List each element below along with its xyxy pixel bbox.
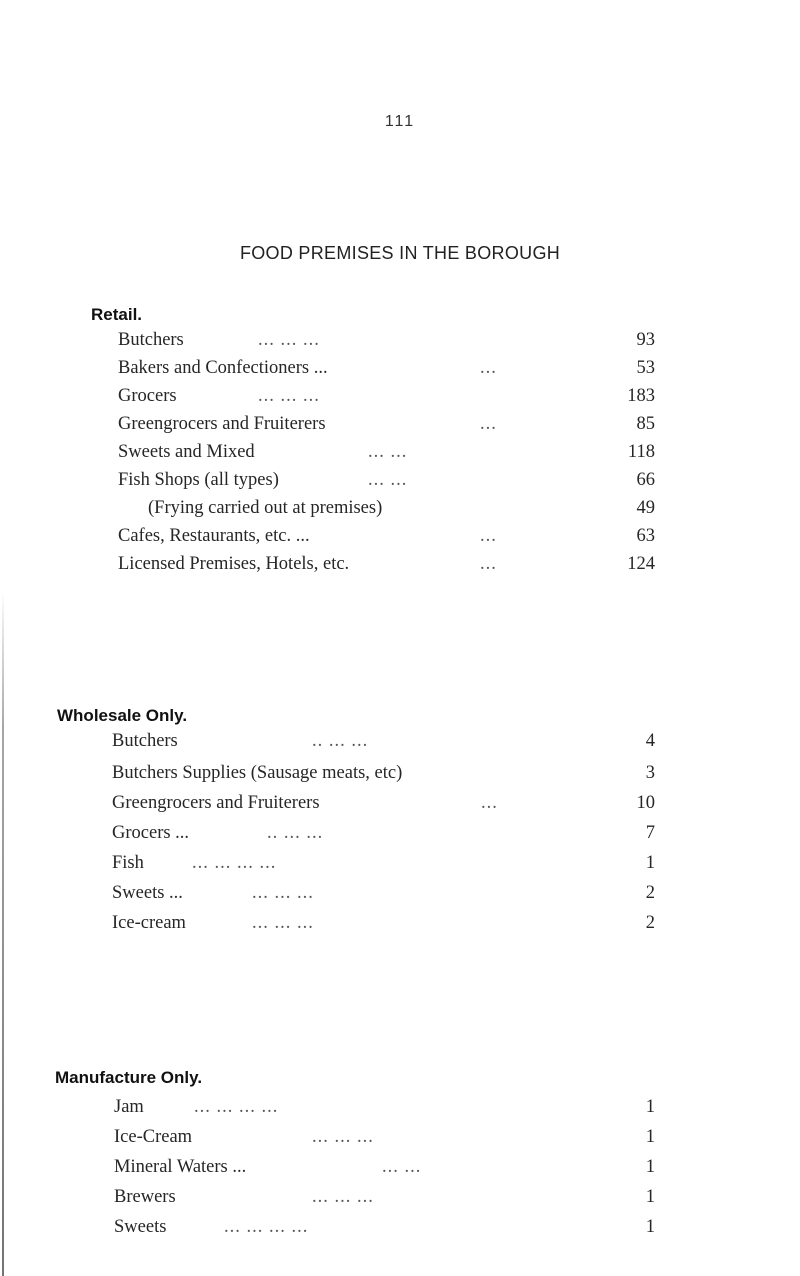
- row-value: 118: [627, 442, 655, 462]
- leader-dots: ... ... ...: [252, 883, 314, 903]
- row-value: 63: [636, 526, 655, 546]
- leader-dots: ... ... ...: [258, 386, 320, 406]
- leader-dots: .. ... ...: [312, 731, 369, 751]
- leader-dots: ...: [480, 526, 497, 546]
- row-label: Sweets ...: [112, 883, 183, 903]
- row-value: 1: [645, 1157, 655, 1177]
- row-value: 7: [645, 823, 655, 843]
- leader-dots: ...: [481, 793, 498, 813]
- leader-dots: .. ... ...: [267, 823, 324, 843]
- row-value: 1: [645, 1097, 655, 1117]
- row-value: 1: [645, 1187, 655, 1207]
- row-value: 2: [645, 883, 655, 903]
- leader-dots: ... ... ...: [312, 1127, 374, 1147]
- leader-dots: ...: [480, 414, 497, 434]
- leader-dots: ... ... ...: [312, 1187, 374, 1207]
- row-label: Mineral Waters ...: [114, 1157, 247, 1177]
- wholesale-heading: Wholesale Only.: [57, 706, 188, 725]
- row-value: 1: [645, 853, 655, 873]
- row-label: Butchers Supplies (Sausage meats, etc): [112, 763, 403, 783]
- row-label: Greengrocers and Fruiterers: [118, 414, 326, 434]
- leader-dots: ... ... ... ...: [192, 853, 277, 873]
- row-label: Bakers and Confectioners ...: [118, 358, 328, 378]
- row-label: Greengrocers and Fruiterers: [112, 793, 320, 813]
- row-value: 4: [645, 731, 655, 751]
- row-value: 93: [636, 330, 655, 350]
- row-label: Licensed Premises, Hotels, etc.: [118, 554, 350, 574]
- leader-dots: ... ... ... ...: [194, 1097, 279, 1117]
- row-value: 124: [627, 554, 655, 574]
- leader-dots: ... ... ...: [258, 330, 320, 350]
- row-label: Sweets: [114, 1217, 167, 1237]
- row-value: 85: [636, 414, 655, 434]
- retail-heading: Retail.: [91, 305, 143, 324]
- leader-dots: ... ...: [382, 1157, 422, 1177]
- row-label: Butchers: [112, 731, 178, 751]
- leader-dots: ...: [480, 358, 497, 378]
- row-label: Butchers: [118, 330, 184, 350]
- row-value: 49: [636, 498, 655, 518]
- row-label: Fish Shops (all types): [118, 470, 279, 490]
- row-label: Grocers: [118, 386, 177, 406]
- row-value: 10: [636, 793, 655, 813]
- leader-dots: ... ...: [368, 470, 408, 490]
- row-label: Grocers ...: [112, 823, 190, 843]
- page-title: FOOD PREMISES IN THE BOROUGH: [239, 243, 561, 263]
- row-label: Fish: [112, 853, 144, 873]
- manufacture-heading: Manufacture Only.: [55, 1068, 203, 1087]
- page-number: 111: [384, 113, 416, 130]
- row-label: Sweets and Mixed: [118, 442, 255, 462]
- row-label: Jam: [114, 1097, 144, 1117]
- row-label: Ice-Cream: [114, 1127, 193, 1147]
- row-label: Brewers: [114, 1187, 176, 1207]
- row-value: 53: [636, 358, 655, 378]
- leader-dots: ...: [480, 554, 497, 574]
- leader-dots: ... ...: [368, 442, 408, 462]
- row-value: 183: [627, 386, 655, 406]
- row-value: 66: [636, 470, 655, 490]
- row-value: 2: [645, 913, 655, 933]
- row-label: Cafes, Restaurants, etc. ...: [118, 526, 310, 546]
- row-value: 1: [645, 1127, 655, 1147]
- leader-dots: ... ... ... ...: [224, 1217, 309, 1237]
- row-value: 1: [645, 1217, 655, 1237]
- row-label: Ice-cream: [112, 913, 186, 933]
- row-label: (Frying carried out at premises): [148, 498, 383, 518]
- leader-dots: ... ... ...: [252, 913, 314, 933]
- row-value: 3: [645, 763, 655, 783]
